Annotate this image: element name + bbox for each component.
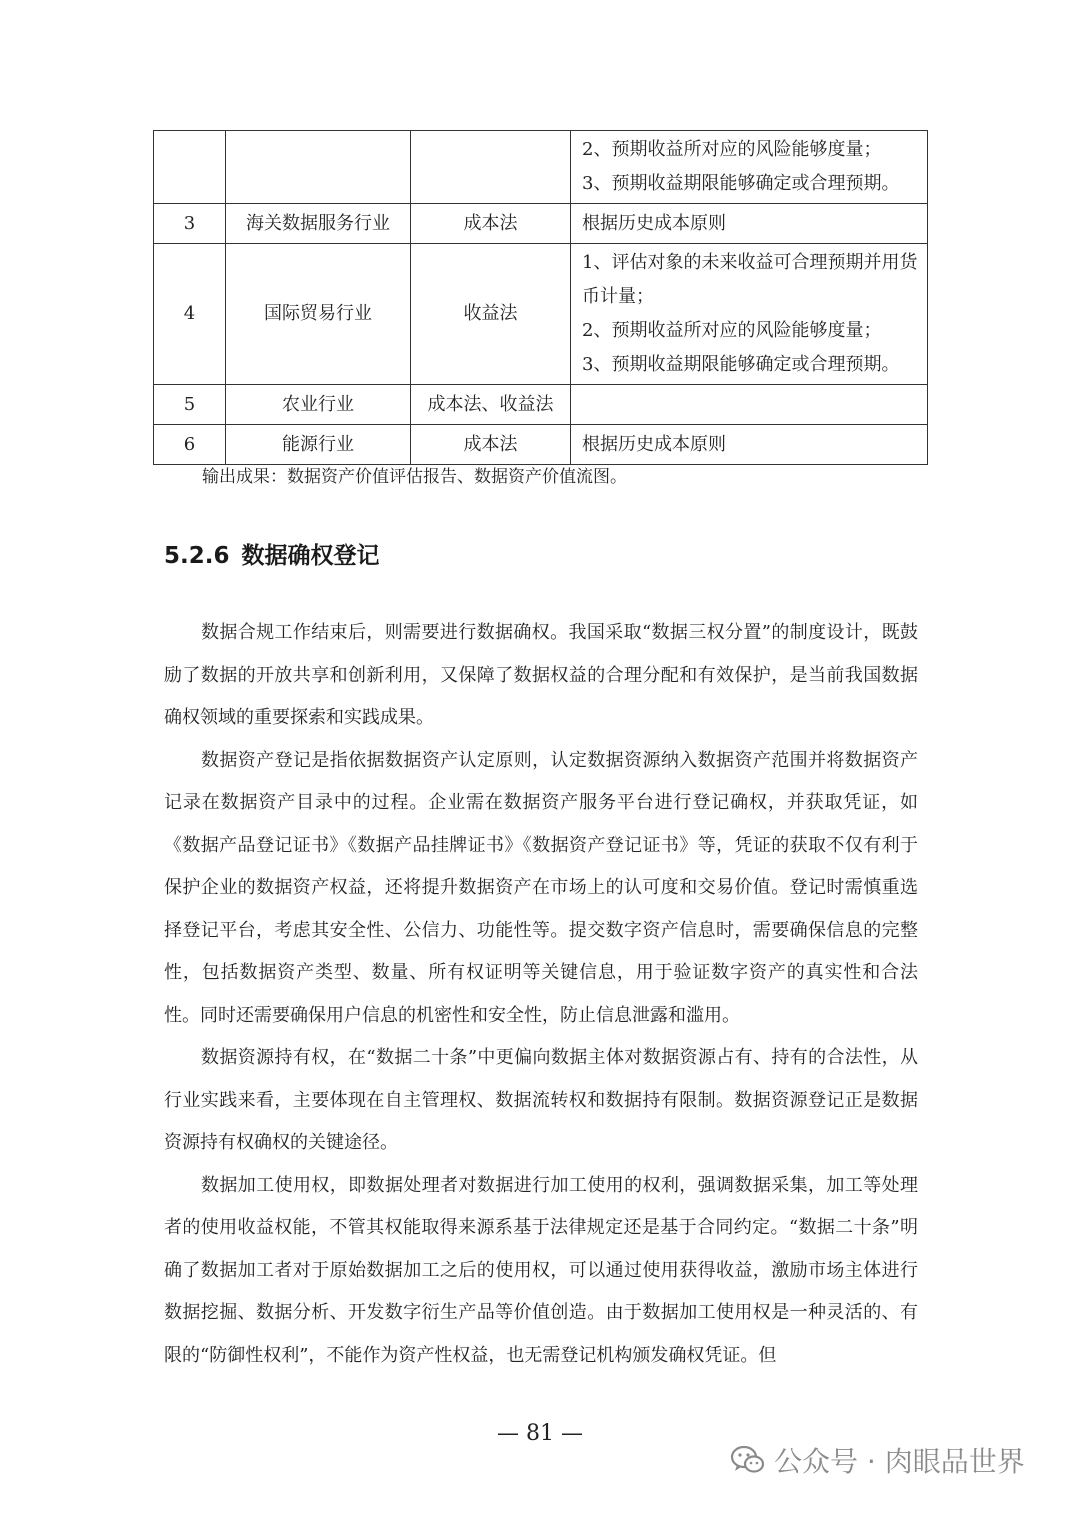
condition-line: 3、预期收益期限能够确定或合理预期。 bbox=[582, 173, 900, 194]
method-cell: 收益法 bbox=[411, 244, 571, 385]
method-cell bbox=[411, 131, 571, 204]
condition-line: 根据历史成本原则 bbox=[582, 212, 726, 234]
conditions-cell bbox=[571, 385, 928, 425]
conditions-cell bbox=[571, 204, 928, 244]
conditions-cell bbox=[571, 131, 928, 204]
valuation-method-table bbox=[153, 130, 928, 465]
row-number: 5 bbox=[154, 385, 226, 425]
method-cell: 成本法、收益法 bbox=[411, 385, 571, 425]
condition-line: 2、预期收益所对应的风险能够度量； bbox=[582, 320, 882, 341]
row-number: 3 bbox=[154, 204, 226, 244]
section-title: 数据确权登记 bbox=[241, 543, 380, 569]
row-number: 6 bbox=[154, 425, 226, 465]
table-row bbox=[154, 244, 928, 385]
body-text bbox=[164, 612, 918, 1377]
conditions-cell bbox=[571, 425, 928, 465]
conditions-cell bbox=[571, 244, 928, 385]
watermark bbox=[730, 1430, 1025, 1490]
paragraph: 数据加工使用权，即数据处理者对数据进行加工使用的权利，强调数据采集，加工等处理者的使用收益权能，不管其权能取得来源系基于法律规定还是基于合同约定。“数据二十条”明确了数据加工者对于原始数据加工之后的使用权，可以通过使用获得收益，激励市场主体进行数据挖掘、数据分析、开发数字衍生产品等价值创造。由于数据加工使用权是一种灵活的、有限的“防御性权利”，不能作为资产性权益，也无需登记机构颁发确权凭证。但 bbox=[164, 1174, 918, 1366]
paragraph: 数据合规工作结束后，则需要进行数据确权。我国采取“数据三权分置”的制度设计，既鼓励了数据的开放共享和创新利用，又保障了数据权益的合理分配和有效保护，是当前我国数据确权领域的重要探索和实践成果。 bbox=[164, 622, 918, 728]
section-number: 5.2.6 bbox=[164, 543, 230, 569]
condition-line: 1、评估对象的未来收益可合理预期并用货币计量； bbox=[582, 252, 918, 307]
page-number: — 81 — bbox=[497, 1421, 583, 1446]
section-heading bbox=[164, 536, 380, 576]
table-row bbox=[154, 385, 928, 425]
condition-line: 2、预期收益所对应的风险能够度量； bbox=[582, 139, 882, 160]
output-result-line: 输出成果：数据资产价值评估报告、数据资产价值流图。 bbox=[202, 467, 627, 487]
condition-line: 根据历史成本原则 bbox=[582, 433, 726, 455]
condition-line: 3、预期收益期限能够确定或合理预期。 bbox=[582, 354, 900, 375]
industry-cell bbox=[226, 131, 411, 204]
paragraph: 数据资产登记是指依据数据资产认定原则，认定数据资源纳入数据资产范围并将数据资产记录在数据资产目录中的过程。企业需在数据资产服务平台进行登记确权，并获取凭证，如《数据产品登记证书》《数据产品挂牌证书》《数据资产登记证书》等，凭证的获取不仅有利于保护企业的数据资产权益，还将提升数据资产在市场上的认可度和交易价值。登记时需慎重选择登记平台，考虑其安全性、公信力、功能性等。提交数字资产信息时，需要确保信息的完整性，包括数据资产类型、数量、所有权证明等关键信息，用于验证数字资产的真实性和合法性。同时还需要确保用户信息的机密性和安全性，防止信息泄露和滥用。 bbox=[164, 749, 918, 1026]
industry-cell: 海关数据服务行业 bbox=[226, 204, 411, 244]
watermark-text: 公众号 · 肉眼品世界 bbox=[774, 1445, 1025, 1478]
table-row bbox=[154, 425, 928, 465]
method-cell: 成本法 bbox=[411, 425, 571, 465]
table-row bbox=[154, 204, 928, 244]
method-cell: 成本法 bbox=[411, 204, 571, 244]
wechat-icon bbox=[730, 1444, 766, 1476]
industry-cell: 能源行业 bbox=[226, 425, 411, 465]
table-row bbox=[154, 131, 928, 204]
industry-cell: 农业行业 bbox=[226, 385, 411, 425]
industry-cell: 国际贸易行业 bbox=[226, 244, 411, 385]
paragraph: 数据资源持有权，在“数据二十条”中更偏向数据主体对数据资源占有、持有的合法性，从行业实践来看，主要体现在自主管理权、数据流转权和数据持有限制。数据资源登记正是数据资源持有权确权的关键途径。 bbox=[164, 1047, 918, 1153]
row-number bbox=[154, 131, 226, 204]
row-number: 4 bbox=[154, 244, 226, 385]
